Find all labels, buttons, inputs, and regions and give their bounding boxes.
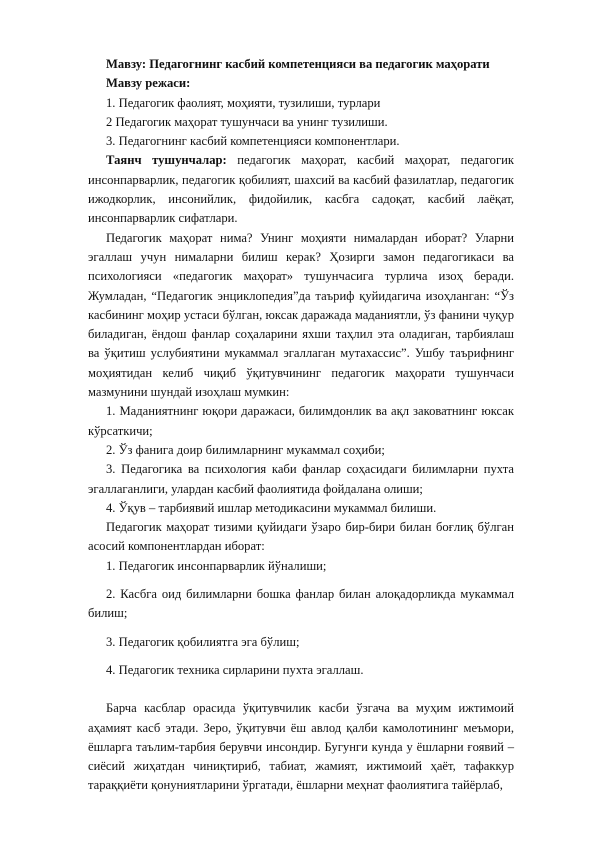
key-concepts-label: Таянч тушунчалар:	[106, 153, 227, 168]
list-item: 2. Касбга оид билимларни бошка фанлар билан алоқадорликда мукаммал билиш;	[88, 587, 514, 621]
list-item: 4. Педагогик техника сирларини пухта эгаллаш.	[106, 662, 364, 677]
body-paragraph: Педагогик маҳорат нима? Унинг моҳияти нималардан иборат? Уларни эгаллаш учун нималарни билиш керак? Ҳозирги замон педагогикаси ва психологияси «педагогик маҳорат» тушунчасига турлича изоҳ беради. Жумладан, “Педагогик энциклопедия”да таъриф қуйидагича изоҳланган: “Ўз касбининг моҳир устаси бўлган, юксак даражада маданиятли, ўз фанини чуқур биладиган, ёндош фанлар соҳаларини яхши таҳлил эта оладиган, тарбиялаш ва ўқитиш услубиятини мукаммал эгаллаган мутахассис”. Ушбу таърифнинг моҳиятидан келиб чиқиб ўқитувчининг педагогик маҳорати тушунчаси мазмунини шундай изоҳлаш мумкин:	[88, 230, 514, 400]
plan-item: 2 Педагогик маҳорат тушунчаси ва унинг тузилиши.	[106, 114, 388, 129]
list-item: 4. Ўқув – тарбиявий ишлар методикасини мукаммал билиши.	[106, 500, 437, 515]
list-item: 3. Педагогика ва психология каби фанлар соҳасидаги билимларни пухта эгаллаганлиги, улардан касбий фаолиятида фойдалана олиши;	[88, 462, 514, 496]
list-item: 1. Педагогик инсонпарварлик йўналиши;	[106, 558, 327, 573]
body-paragraph: Педагогик маҳорат тизими қуйидаги ўзаро бир-бири билан боғлиқ бўлган асосий компонентлардан иборат:	[88, 520, 514, 554]
key-concepts-text: педагогик маҳорат, касбий маҳорат, педагогик инсонпарварлик, педагогик қобилият, шахсий ва касбий фазилатлар, педагогик ижодкорлик, инсонийлик, фидойилик, касбга садоқат, касбий лаёқат, инсонпарварлик сифатлари.	[88, 153, 514, 226]
key-concepts-paragraph	[88, 151, 514, 228]
plan-heading: Мавзу режаси:	[106, 76, 191, 91]
list-item: 1. Маданиятнинг юқори даражаси, билимдонлик ва ақл заковатнинг юксак кўрсаткичи;	[88, 404, 514, 438]
plan-item: 1. Педагогик фаолият, моҳияти, тузилиши, турлари	[106, 95, 381, 110]
document-page	[88, 55, 514, 796]
document-title: Мавзу: Педагогнинг касбий компетенцияси ва педагогик маҳорати	[106, 57, 490, 71]
list-item: 3. Педагогик қобилиятга эга бўлиш;	[106, 634, 300, 649]
plan-item: 3. Педагогнинг касбий компетенцияси компонентлари.	[106, 134, 400, 149]
body-paragraph: Барча касблар орасида ўқитувчилик касби ўзгача ва муҳим ижтимоий аҳамият касб этади. Зеро, ўқитувчи ёш авлод қалби камолотининг меъмори, ёшларга таълим-тарбия берувчи инсондир. Бугунги кунда у ёшларни ғоявий – сиёсий жиҳатдан чиниқтириб, табиат, жамият, ижтимоий ҳаёт, тафаккур тараққиёти қонуниятларини ўргатади, ёшларни меҳнат фаолиятига тайёрлаб,	[88, 701, 514, 793]
list-item: 2. Ўз фанига доир билимларнинг мукаммал соҳиби;	[106, 442, 385, 457]
